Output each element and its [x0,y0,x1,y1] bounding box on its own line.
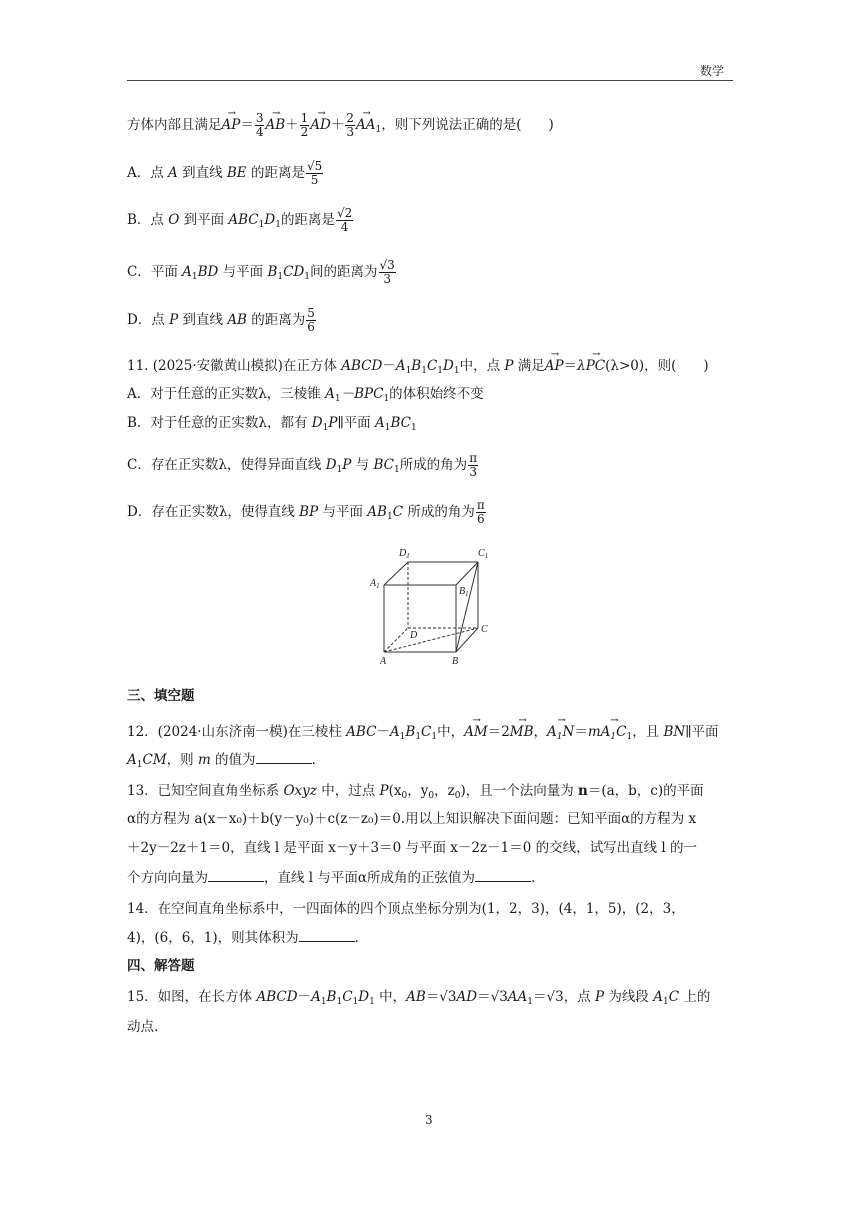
q14-line2: 4)，(6，6，1)，则其体积为 . [127,927,359,948]
label-b: B [452,656,459,666]
q10-option-c: C．平面 $A_1BD$ 与平面 $B_1CD_1$间的距离为 $\frac{√3}{3}$ [127,258,395,286]
q13-line2: α的方程为 a(x－x₀)＋b(y－y₀)＋c(z－z₀)＝0.用以上知识解决下面问题：已知平面α的方程为 x [127,811,697,827]
label-b1: $B_1$ [459,586,469,598]
edge-ac [384,628,478,652]
q14-line1: 14．在空间直角坐标系中，一四面体的四个顶点坐标分别为(1，2，3)，(4，1，5)，(2，3， [127,901,685,917]
q15-line1: 15．如图，在长方体 $ABCD-A_1B_1C_1D_1$ 中，$AB=√3AD=√3AA_1=√3$，点 P 为线段 $A_1C$ 上的 [127,989,711,1007]
page-number: 3 [425,1113,433,1127]
label-d1: $D_1$ [399,548,410,560]
q10-stem: 方体内部且满足→ AP＝ $\frac{3}{4}$ → AB＋ $\frac{1}{2}$ → AD＋ $\frac{2}{3}$ → $AA_1$，则下列说法正确的是( ) [127,112,554,139]
edge-ad [384,628,408,652]
q13-direction-blank[interactable] [208,867,264,882]
section-fill-in: 三、填空题 [127,688,195,704]
q11-option-b: B．对于任意的正实数λ，都有 $D_1P\parallel$平面 $A_1BC_1$ [127,415,417,433]
q11-option-d: D．存在正实数λ，使得直线 BP 与平面 $AB_1C$ 所成的角为 $\frac{\pi}{6}$ [127,498,485,526]
q10-option-d: D．点 P 到直线 AB 的距离为 $\frac{5}{6}$ [127,306,315,334]
q10-option-a: A．点 A 到直线 BE 的距离是 $\frac{√5}{5}$ [127,159,323,187]
q13-line1: 13．已知空间直角坐标系 Oxyz 中，过点 $P(x_0$，$y_0$，$z_0$)，且一个法向量为 n＝(a，b，c)的平面 [127,783,704,801]
q12-line2: $A_1CM$，则 m 的值为 . [127,749,316,770]
q11-option-a: A．对于任意的正实数λ，三棱锥 $A_1-BPC_1$的体积始终不变 [127,386,484,404]
q13-line4: 个方向向量为 ，直线 l 与平面α所成角的正弦值为 . [127,867,535,888]
q12-answer-blank[interactable] [256,749,312,764]
q14-answer-blank[interactable] [299,927,355,942]
label-a: A [380,656,387,666]
header-rule [127,80,733,81]
q11-stem: 11. (2025·安徽黄山模拟)在正方体 $ABCD-A_1B_1C_1D_1$中，点 P 满足→ AP＝λ→ PC(λ>0)，则( ) [127,356,709,376]
header-subject: 数学 [700,64,725,78]
cube-figure [364,540,500,666]
label-a1: $A_1$ [370,578,380,590]
section-answer: 四、解答题 [127,958,195,974]
edge-bc1 [456,562,478,652]
q12-line1: 12．(2024·山东济南一模)在三棱柱 $ABC-A_1B_1C_1$中，→ AM＝2→ MB，→ $A_1N=m\to A_1C_1$，且 BN∥平面 [127,722,719,742]
q15-line2: 动点. [127,1019,159,1035]
label-c1: $C_1$ [478,548,489,560]
q10-option-b: B．点 O 到平面 $ABC_1D_1$的距离是 $\frac{√2}{4}$ [127,206,353,234]
label-c: C [481,624,488,635]
q13-sine-blank[interactable] [475,867,531,882]
label-d: D [410,630,418,641]
q11-option-c: C．存在正实数λ，使得异面直线 $D_1P$ 与 $BC_1$所成的角为 $\frac{\pi}{3}$ [127,451,478,479]
q13-line3: ＋2y－2z＋1＝0，直线 l 是平面 x－y＋3＝0 与平面 x－2z－1＝0 的交线，试写出直线 l 的一 [127,840,697,856]
edge-a1d1 [384,562,408,585]
